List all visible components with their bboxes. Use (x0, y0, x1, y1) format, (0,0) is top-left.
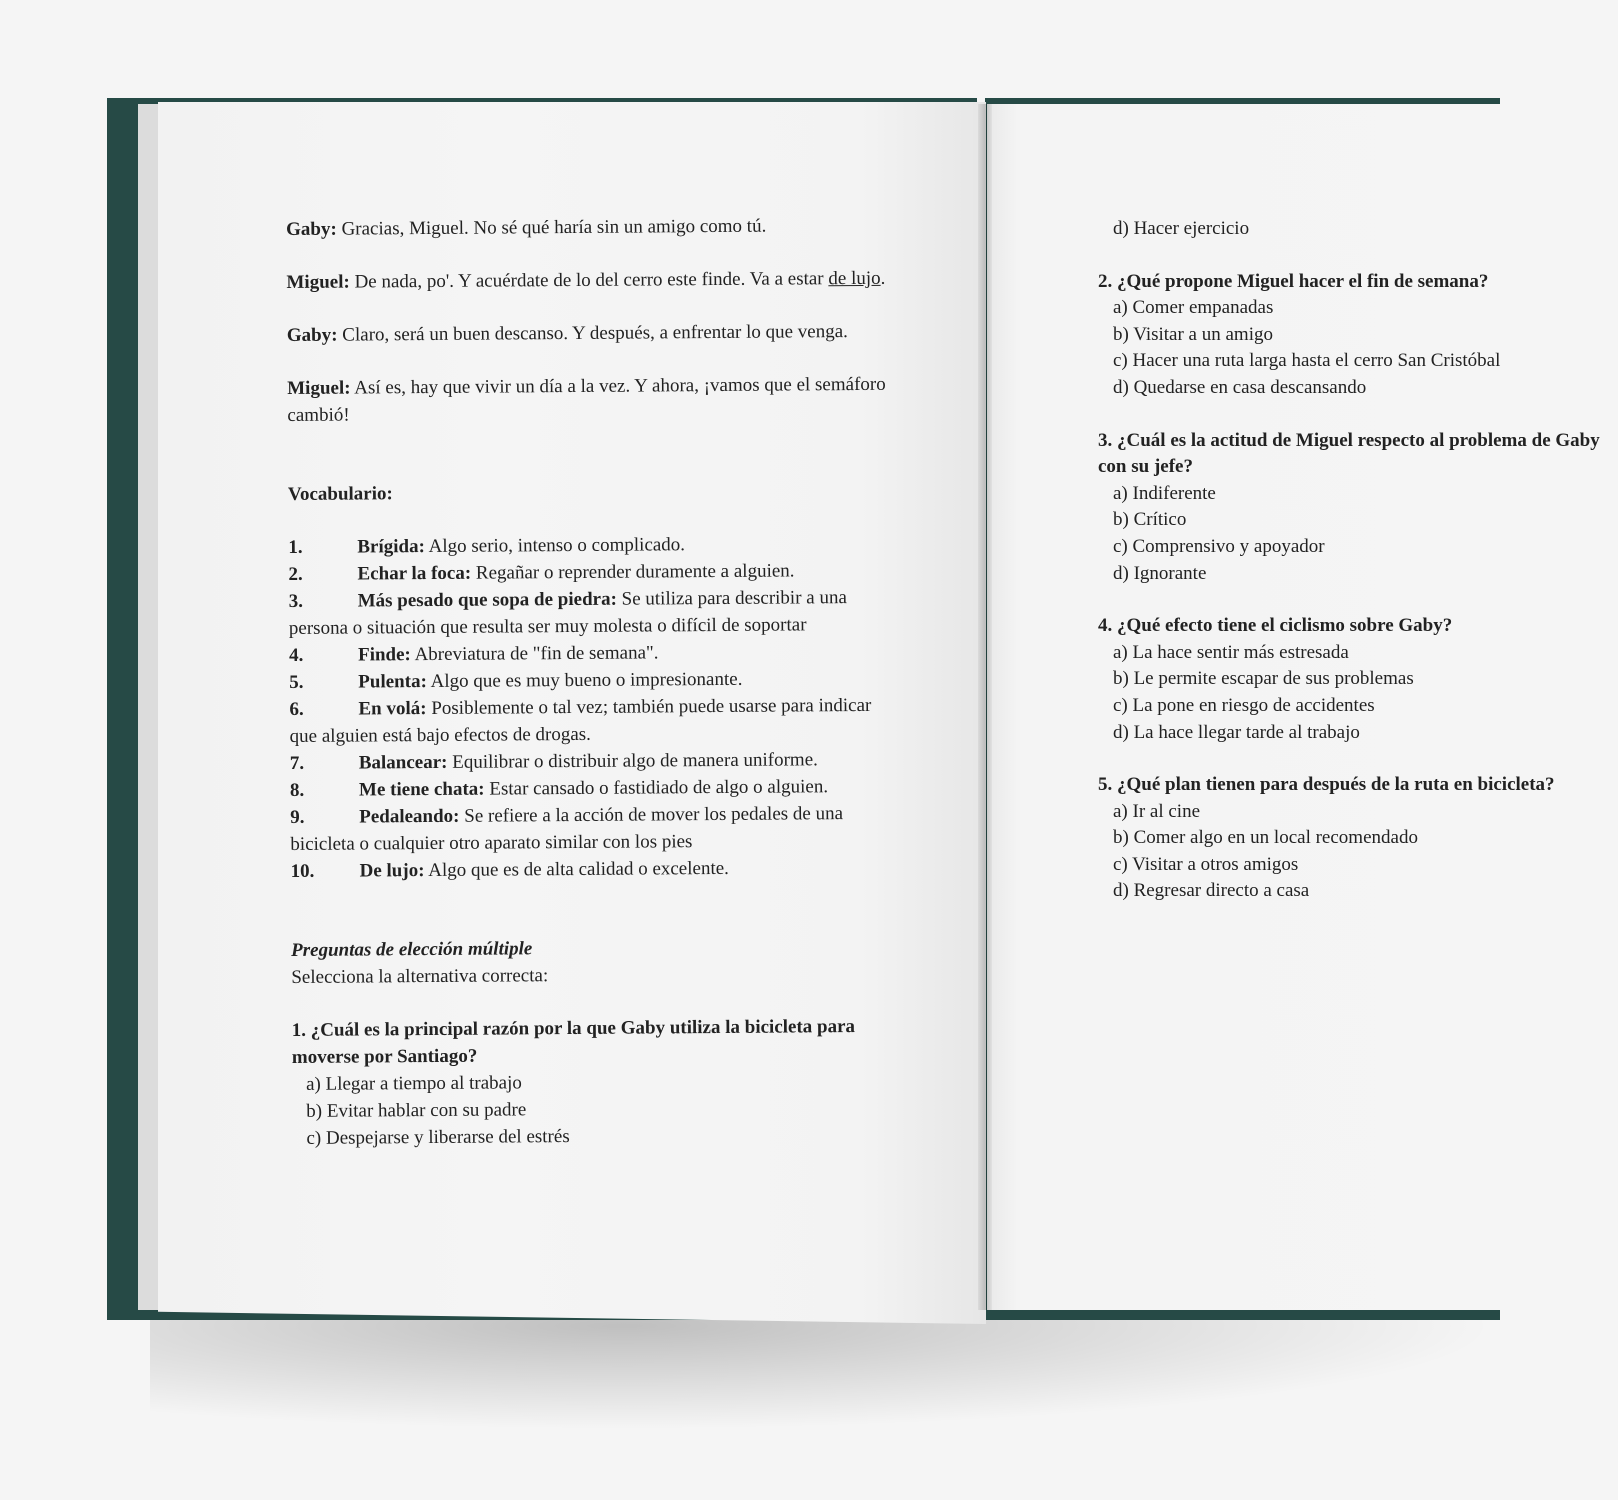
quiz-heading: Preguntas de elección múltiple (291, 938, 533, 961)
dialogue-line: Gaby: Gracias, Miguel. No sé qué haría sin un amigo como tú. (286, 215, 767, 240)
answer-option: b) Le permite escapar de sus problemas (1113, 668, 1414, 690)
answer-option: c) Despejarse y liberarse del estrés (306, 1126, 570, 1149)
answer-option: d) Ignorante (1113, 562, 1207, 584)
book-gutter (978, 104, 992, 1310)
answer-option: b) Comer algo en un local recomendado (1113, 827, 1418, 849)
answer-option: b) Evitar hablar con su padre (306, 1099, 527, 1122)
answer-option: b) Crítico (1113, 509, 1187, 531)
vocab-item: 4. Finde: Abreviatura de "fin de semana". (288, 642, 659, 666)
vocab-item: 8. Me tiene chata: Estar cansado o fastidiado de algo o alguien. (289, 776, 829, 801)
answer-option: b) Visitar a un amigo (1113, 323, 1273, 345)
answer-option: a) Indiferente (1113, 482, 1216, 504)
underlined-phrase: de lujo (828, 267, 881, 290)
vocab-item: 10. De lujo: Algo que es de alta calidad o excelente. (290, 857, 729, 882)
answer-option: d) La hace llegar tarde al trabajo (1113, 721, 1360, 743)
quiz-instruction: Selecciona la alternativa correcta: (291, 965, 549, 988)
question-2: 2. ¿Qué propone Miguel hacer el fin de semana? (1098, 270, 1489, 292)
question-5: 5. ¿Qué plan tienen para después de la ruta en bicicleta? (1098, 774, 1555, 796)
question-4: 4. ¿Qué efecto tiene el ciclismo sobre Gaby? (1098, 615, 1453, 637)
answer-option: c) Comprensivo y apoyador (1113, 535, 1325, 557)
answer-option: a) Comer empanadas (1113, 297, 1274, 319)
vocab-item: 1. Brígida: Algo serio, intenso o complicado. (288, 534, 686, 558)
vocab-item: 7. Balancear: Equilibrar o distribuir algo de manera uniforme. (289, 749, 818, 774)
answer-option: a) La hace sentir más estresada (1113, 641, 1349, 663)
answer-option: a) Ir al cine (1113, 800, 1201, 822)
answer-option: d) Regresar directo a casa (1113, 880, 1310, 902)
dialogue-line: Gaby: Claro, será un buen descanso. Y después, a enfrentar lo que venga. (286, 321, 848, 346)
left-page-text (286, 212, 893, 1152)
dialogue-line: Miguel: De nada, po'. Y acuérdate de lo del cerro este finde. Va a estar de lujo. (286, 267, 886, 293)
answer-option: d) Hacer ejercicio (1113, 218, 1250, 239)
vocab-item: 5. Pulenta: Algo que es muy bueno o impresionante. (289, 668, 743, 693)
answer-option: c) Visitar a otros amigos (1113, 853, 1299, 875)
answer-option: c) Hacer una ruta larga hasta el cerro San Cristóbal (1113, 350, 1501, 372)
answer-option: c) La pone en riesgo de accidentes (1113, 694, 1375, 716)
answer-option: a) Llegar a tiempo al trabajo (305, 1072, 522, 1095)
question-3: 3. ¿Cuál es la actitud de Miguel respecto al problema de Gaby con su jefe? (1098, 429, 1600, 478)
vocab-item: 6. En volá: Posiblemente o tal vez; también puede usarse para indicar que alguien está bajo efectos de drogas. (289, 694, 872, 747)
right-page-text (1098, 216, 1598, 905)
vocab-item: 9. Pedaleando: Se refiere a la acción de mover los pedales de una bicicleta o cualquier otro aparato similar con los pies (290, 803, 844, 855)
vocab-item: 2. Echar la foca: Regañar o reprender duramente a alguien. (288, 560, 795, 585)
vocab-heading: Vocabulario: (287, 483, 393, 505)
question-1: 1. ¿Cuál es la principal razón por la que Gaby utiliza la bicicleta para moverse por Santiago? (291, 1016, 856, 1068)
answer-option: d) Quedarse en casa descansando (1113, 376, 1367, 398)
vocab-item: 3. Más pesado que sopa de piedra: Se utiliza para describir a una persona o situación que resulta ser muy molesta o difícil de soportar (288, 587, 847, 639)
dialogue-line: Miguel: Así es, hay que vivir un día a la vez. Y ahora, ¡vamos que el semáforo cambió! (287, 373, 886, 426)
